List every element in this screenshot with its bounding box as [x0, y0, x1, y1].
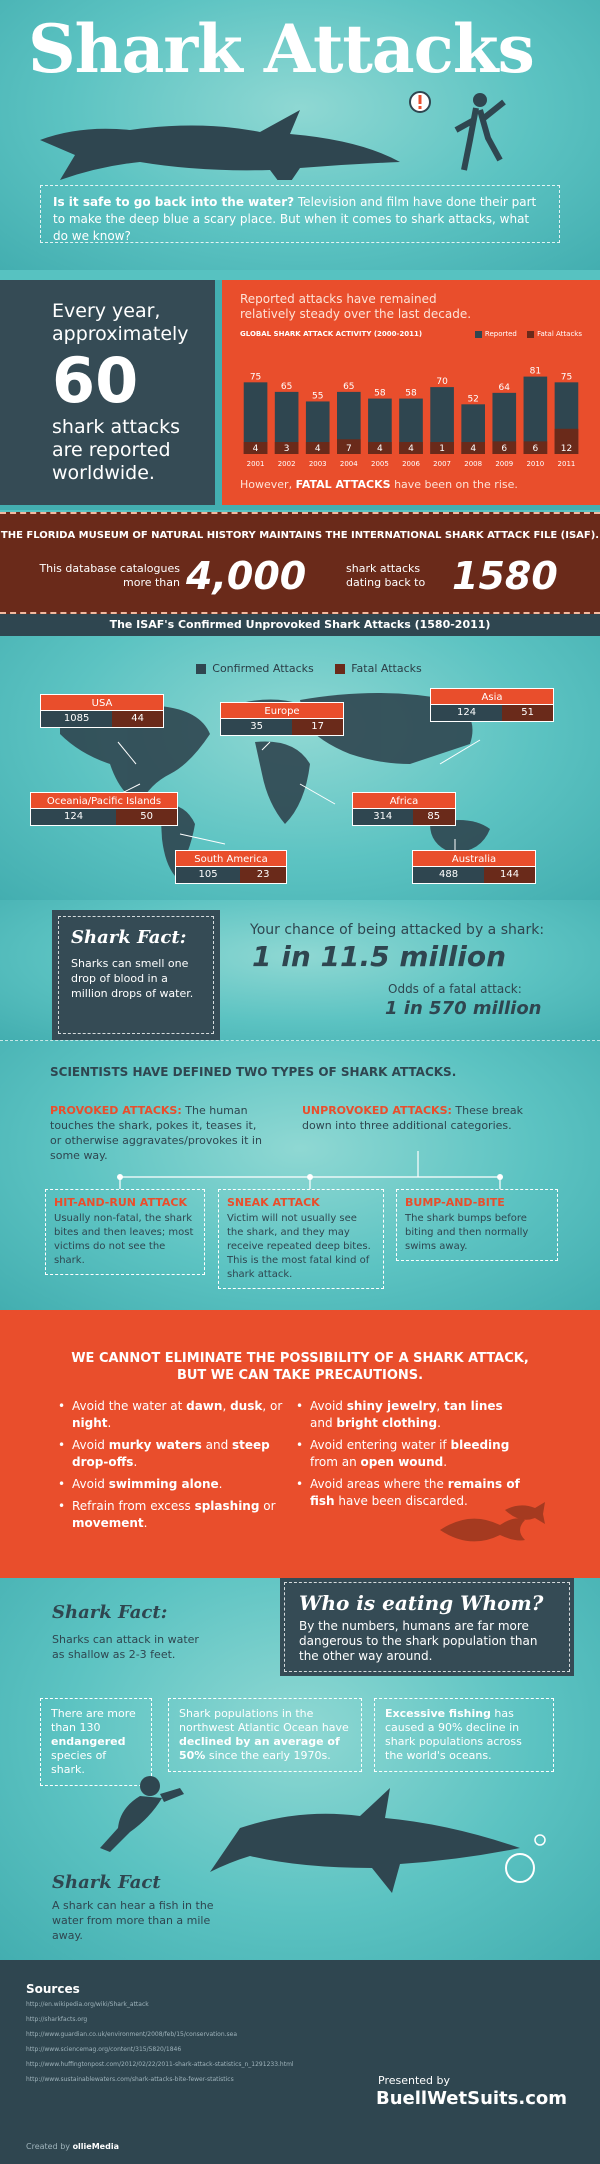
region-fatal: 23 — [240, 867, 286, 883]
bar-label-reported: 75 — [249, 372, 262, 383]
chart-title-row — [240, 330, 582, 338]
region-fatal: 17 — [292, 719, 343, 735]
yearly-number: 60 — [52, 344, 139, 417]
box3-post: has caused a 90% decline in shark populations across the world's oceans. — [385, 1707, 522, 1762]
diver-icon — [456, 93, 504, 170]
bar-label-reported: 55 — [312, 391, 324, 402]
legend-swatch-fatal — [527, 331, 534, 338]
region-name: Africa — [352, 792, 456, 809]
category-label: 2004 — [339, 460, 358, 468]
source-link[interactable]: http://www.sciencemag.org/content/315/5820/1846 — [26, 2046, 182, 2053]
who-body: By the numbers, humans are far more dangerous to the shark population than the other way around. — [299, 1619, 538, 1663]
subtype-bump-and-bite — [396, 1189, 558, 1261]
box1-bold: endangered — [51, 1735, 126, 1748]
isaf-left-text: This database catalogues more than — [39, 562, 180, 589]
category-label: 2010 — [526, 460, 545, 468]
region-name: South America — [175, 850, 287, 867]
bar-label-fatal: 4 — [314, 444, 321, 454]
footer-post: have been on the rise. — [390, 478, 518, 491]
source-link[interactable]: http://www.sustainablewaters.com/shark-attacks-bite-fewer-statistics — [26, 2076, 234, 2083]
box2-pre: Shark populations in the northwest Atlantic Ocean have — [179, 1707, 349, 1734]
shark-fact-heading: Shark Fact: — [71, 927, 187, 948]
unprovoked-text: These break down into three additional categories. — [302, 1104, 523, 1132]
intro-text — [40, 185, 560, 243]
chart-legend — [467, 330, 582, 338]
bar-label-fatal: 1 — [439, 444, 445, 454]
isaf-mid-text: shark attacks dating back to — [346, 562, 426, 589]
legend-swatch-reported — [475, 331, 482, 338]
bar-label-fatal: 6 — [501, 444, 508, 454]
region-asia — [430, 688, 554, 722]
precaution-item: • Avoid the water at dawn, dusk, or night. — [58, 1398, 288, 1432]
bar-label-reported: 65 — [343, 381, 355, 392]
map-title: The ISAF's Confirmed Unprovoked Shark Attacks (1580-2011) — [0, 614, 600, 636]
legend-fatal: Fatal Attacks — [537, 330, 582, 338]
bar-label-reported: 52 — [467, 394, 479, 405]
source-link[interactable]: http://en.wikipedia.org/wiki/Shark_attack — [26, 2001, 149, 2008]
bar-label-reported: 81 — [529, 366, 542, 377]
shark-icon — [210, 1788, 520, 1893]
chart-title: GLOBAL SHARK ATTACK ACTIVITY (2000-2011) — [240, 330, 423, 338]
precaution-item: • Avoid shiny jewelry, tan lines and bright clothing. — [296, 1398, 526, 1432]
who-eating-box — [280, 1578, 574, 1676]
source-link[interactable]: http://www.huffingtonpost.com/2012/02/22/2011-shark-attack-statistics_n_1291233.html — [26, 2061, 294, 2068]
types-heading: SCIENTISTS HAVE DEFINED TWO TYPES OF SHARK ATTACKS. — [50, 1065, 457, 1079]
yearly-line-3: shark attacks — [52, 416, 180, 438]
shark-fact-body: Sharks can smell one drop of blood in a million drops of water. — [71, 957, 194, 1000]
bar-label-fatal: 3 — [283, 444, 290, 454]
region-name: USA — [40, 694, 164, 711]
fish-illustration — [0, 1480, 600, 1578]
category-label: 2005 — [370, 460, 389, 468]
subtype-text: Victim will not usually see the shark, and they may receive repeated deep bites. This is the most fatal kind of shark attack. — [227, 1213, 371, 1280]
region-oceania — [30, 792, 178, 826]
precaution-item: • Avoid entering water if bleeding from an open wound. — [296, 1437, 526, 1471]
isaf-count: 4,000 — [186, 554, 307, 598]
created-by-label: Created by — [26, 2142, 71, 2151]
region-usa — [40, 694, 164, 728]
region-confirmed: 35 — [221, 719, 292, 735]
bar-label-fatal: 4 — [408, 444, 414, 454]
bar-label-fatal: 4 — [252, 444, 259, 454]
region-confirmed: 314 — [353, 809, 413, 825]
bar-label-reported: 65 — [280, 381, 293, 392]
attack-activity-chart — [240, 352, 582, 470]
yearly-line-4: are reported — [52, 439, 171, 461]
presented-by-label: Presented by — [378, 2074, 451, 2087]
footer-pre: However, — [240, 478, 296, 491]
precaution-item: • Refrain from excess splashing or movement. — [58, 1498, 288, 1532]
subtype-text: Usually non-fatal, the shark bites and then leaves; most victims do not see the shark. — [54, 1213, 194, 1266]
sources-list — [26, 2000, 306, 2090]
bar-label-reported: 75 — [560, 372, 573, 383]
activity-intro: Reported attacks have remained relatively steady over the last decade. — [240, 292, 472, 321]
yearly-line-5: worldwide. — [52, 462, 155, 484]
region-europe — [220, 702, 344, 736]
chance-value: 1 in 11.5 million — [252, 940, 507, 973]
unprovoked-desc — [302, 1103, 552, 1133]
fatal-odds-value: 1 in 570 million — [385, 998, 542, 1019]
subtype-sneak — [218, 1189, 384, 1289]
sources-section — [0, 1960, 600, 2164]
legend-confirmed: Confirmed Attacks — [212, 662, 314, 675]
region-confirmed: 124 — [431, 705, 502, 721]
sources-heading: Sources — [26, 1982, 80, 1996]
precaution-item: • Avoid murky waters and steep drop-offs. — [58, 1437, 288, 1471]
shark-fact-3-heading: Shark Fact — [52, 1872, 161, 1893]
diver-shark-illustration — [0, 1768, 600, 1918]
footer-bold: FATAL ATTACKS — [295, 478, 391, 491]
isaf-title: THE FLORIDA MUSEUM OF NATURAL HISTORY MAINTAINS THE INTERNATIONAL SHARK ATTACK FILE (ISAF). — [0, 530, 600, 541]
source-link[interactable]: http://www.guardian.co.uk/environment/2008/feb/15/conservation.sea — [26, 2031, 238, 2038]
region-confirmed: 105 — [176, 867, 240, 883]
legend-reported: Reported — [484, 330, 517, 338]
who-heading: Who is eating Whom? — [299, 1591, 544, 1615]
bar-label-reported: 64 — [498, 382, 510, 393]
region-name: Asia — [430, 688, 554, 705]
stats-section — [0, 280, 600, 510]
shark-fact-3-body: A shark can hear a fish in the water from more than a mile away. — [52, 1899, 214, 1942]
category-label: 2008 — [464, 460, 483, 468]
region-fatal: 85 — [413, 809, 456, 825]
region-fatal: 50 — [116, 809, 177, 825]
provoked-title: PROVOKED ATTACKS: — [50, 1104, 182, 1117]
bar-label-reported: 70 — [436, 377, 448, 388]
header-section — [0, 0, 600, 270]
chance-label: Your chance of being attacked by a shark: — [250, 922, 545, 938]
page-title: Shark Attacks — [28, 10, 534, 88]
region-fatal: 51 — [502, 705, 553, 721]
category-label: 2003 — [308, 460, 327, 468]
category-label: 2009 — [495, 460, 514, 468]
precautions-heading-1: WE CANNOT ELIMINATE THE POSSIBILITY OF A SHARK ATTACK, — [71, 1351, 529, 1366]
bar-label-reported: 58 — [405, 388, 417, 399]
intro-question: Is it safe to go back into the water? — [53, 195, 295, 209]
subtype-title: BUMP-AND-BITE — [405, 1196, 505, 1209]
precautions-heading-2: BUT WE CAN TAKE PRECAUTIONS. — [176, 1368, 424, 1383]
fishing-box — [374, 1698, 554, 1772]
credits — [26, 2142, 119, 2151]
category-label: 2007 — [433, 460, 452, 468]
map-section — [0, 614, 600, 900]
category-label: 2006 — [402, 460, 420, 468]
provoked-text: The human touches the shark, pokes it, teases it, or otherwise aggravates/provokes it in some way. — [50, 1104, 262, 1162]
region-confirmed: 488 — [413, 867, 484, 883]
intro-body: Television and film have done their part to make the deep blue a scary place. But when it comes to shark attacks, what do we know? — [53, 195, 537, 243]
bar-label-fatal: 4 — [377, 444, 383, 454]
box1-post: species of shark. — [51, 1749, 107, 1776]
bar-label-fatal: 6 — [532, 444, 539, 454]
precaution-item: • Avoid swimming alone. — [58, 1476, 288, 1493]
brand-link[interactable]: BuellWetSuits.com — [376, 2088, 568, 2109]
bar-label-reported: 58 — [374, 388, 386, 399]
subtype-title: SNEAK ATTACK — [227, 1196, 320, 1209]
subtype-title: HIT-AND-RUN ATTACK — [54, 1196, 187, 1209]
fatal-odds-label: Odds of a fatal attack: — [388, 982, 522, 996]
region-fatal: 44 — [112, 711, 163, 727]
bar-label-fatal: 7 — [345, 444, 352, 454]
shark-fact-2-heading: Shark Fact: — [52, 1602, 168, 1623]
category-label: 2001 — [246, 460, 265, 468]
box2-bold: declined by an average of 50% — [179, 1735, 340, 1762]
isaf-year: 1580 — [452, 554, 558, 598]
box2-post: since the early 1970s. — [205, 1749, 331, 1762]
subtype-hit-and-run — [45, 1189, 205, 1275]
fact-odds-section — [0, 900, 600, 1040]
category-label: 2011 — [557, 460, 576, 468]
bottom-facts-section — [0, 1578, 600, 1960]
creator-name: ollieMedia — [72, 2142, 119, 2151]
shark-fact-box — [52, 910, 220, 1040]
box1-pre: There are more than 130 — [51, 1707, 136, 1734]
bar-label-fatal: 12 — [560, 444, 573, 454]
activity-footer — [240, 478, 518, 491]
region-name: Oceania/Pacific Islands — [30, 792, 178, 809]
box3-bold: Excessive fishing — [385, 1707, 491, 1720]
decline-box — [168, 1698, 362, 1772]
legend-fatal-map: Fatal Attacks — [351, 662, 422, 675]
yearly-stat-panel — [0, 280, 215, 505]
region-fatal: 144 — [484, 867, 535, 883]
isaf-banner — [0, 512, 600, 614]
yearly-line-1: Every year, — [52, 300, 161, 322]
shark-illustration — [0, 70, 600, 180]
region-name: Australia — [412, 850, 536, 867]
region-confirmed: 124 — [31, 809, 116, 825]
precautions-heading — [0, 1350, 600, 1384]
activity-chart-panel — [222, 280, 600, 505]
region-name: Europe — [220, 702, 344, 719]
region-confirmed: 1085 — [41, 711, 112, 727]
source-link[interactable]: http://sharkfacts.org — [26, 2016, 88, 2023]
category-label: 2002 — [277, 460, 296, 468]
attack-types-section — [0, 1040, 600, 1310]
region-australia — [412, 850, 536, 884]
precaution-item: • Avoid areas where the remains of fish have been discarded. — [296, 1476, 526, 1510]
region-south-america — [175, 850, 287, 884]
region-africa — [352, 792, 456, 826]
bar-label-fatal: 4 — [470, 444, 477, 454]
yearly-line-2: approximately — [52, 323, 189, 345]
scuba-diver-icon — [100, 1776, 184, 1852]
unprovoked-title: UNPROVOKED ATTACKS: — [302, 1104, 452, 1117]
shark-fact-2-body: Sharks can attack in water as shallow as 2-3 feet. — [52, 1633, 199, 1661]
precautions-section — [0, 1310, 600, 1578]
subtype-text: The shark bumps before biting and then normally swims away. — [405, 1213, 529, 1252]
